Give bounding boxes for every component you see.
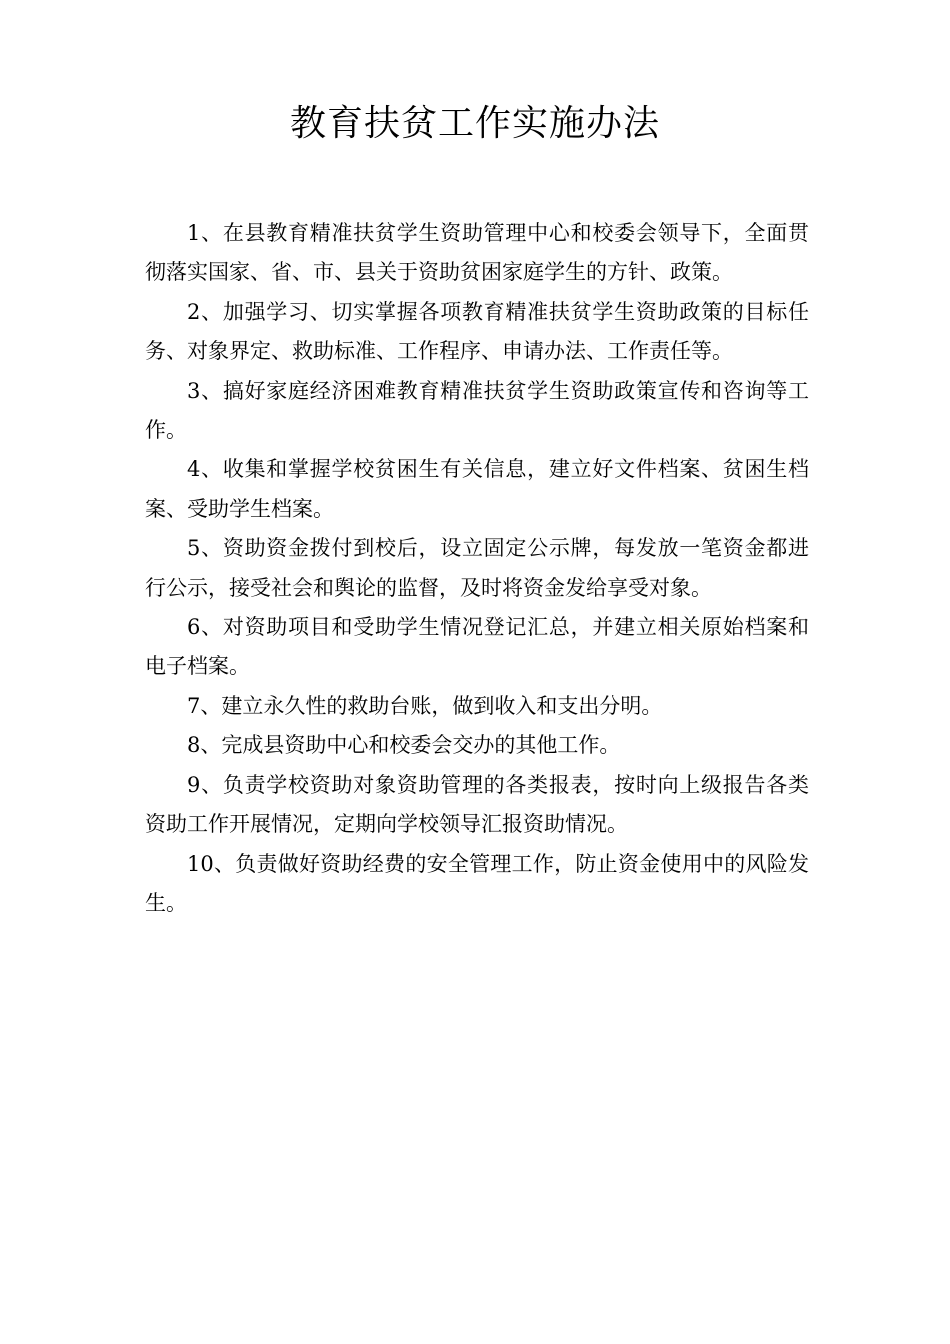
paragraph-9: 9、负责学校资助对象资助管理的各类报表，按时向上级报告各类资助工作开展情况，定期向学校领导汇报资助情况。 <box>145 772 809 837</box>
paragraph-1: 1、在县教育精准扶贫学生资助管理中心和校委会领导下，全面贯彻落实国家、省、市、县关于资助贫困家庭学生的方针、政策。 <box>145 221 809 285</box>
paragraph-3: 3、搞好家庭经济困难教育精准扶贫学生资助政策宣传和咨询等工作。 <box>145 378 809 443</box>
paragraph-4: 4、收集和掌握学校贫困生有关信息，建立好文件档案、贫困生档案、受助学生档案。 <box>145 457 809 521</box>
document-body <box>145 214 809 923</box>
paragraph-10: 10、负责做好资助经费的安全管理工作，防止资金使用中的风险发生。 <box>145 851 809 915</box>
paragraph-2: 2、加强学习、切实掌握各项教育精准扶贫学生资助政策的目标任务、对象界定、救助标准、工作程序、申请办法、工作责任等。 <box>145 299 809 364</box>
paragraph-5: 5、资助资金拨付到校后，设立固定公示牌，每发放一笔资金都进行公示，接受社会和舆论的监督，及时将资金发给享受对象。 <box>145 536 809 600</box>
paragraph-6: 6、对资助项目和受助学生情况登记汇总，并建立相关原始档案和电子档案。 <box>145 615 809 679</box>
paragraph-8: 8、完成县资助中心和校委会交办的其他工作。 <box>187 733 621 758</box>
paragraph-7: 7、建立永久性的救助台账，做到收入和支出分明。 <box>187 693 663 718</box>
document-title: 教育扶贫工作实施办法 <box>289 103 660 144</box>
